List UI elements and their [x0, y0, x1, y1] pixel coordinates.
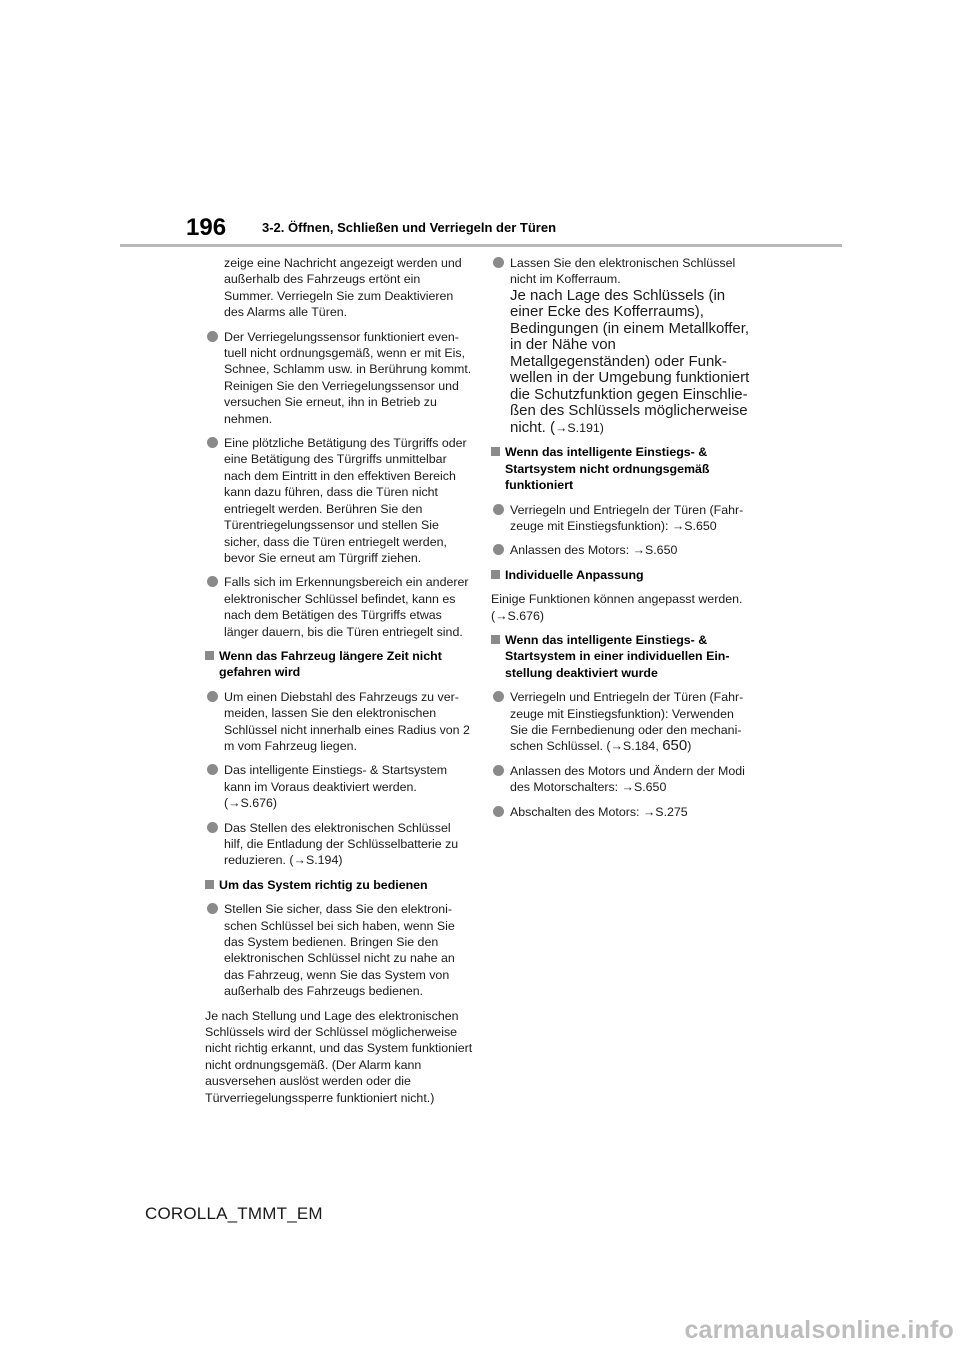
bullet-dot-icon [493, 504, 504, 515]
subsection-heading [491, 632, 755, 681]
bullet-item [491, 763, 755, 796]
bullet-text-tail: ) [687, 739, 692, 754]
item-text: Um einen Diebstahl des Fahrzeugs zu vermeiden, lassen Sie den elektronischen Schlüssel nicht innerhalb eines Radius von 2 m vom Fahrzeug liegen. [224, 689, 470, 753]
bullet-item [205, 901, 473, 999]
page-reference: 650 [662, 737, 688, 755]
bullet-item [205, 435, 473, 566]
item-text: zeige eine Nachricht angezeigt werden und außerhalb des Fahrzeugs ertönt ein Summer. Verriegeln Sie zum Deaktivieren des Alarms alle Türen. [224, 256, 462, 320]
item-text: Wenn das intelligente Einstiegs- & Startsystem nicht ordnungsgemäß funktioniert [505, 445, 710, 493]
right-items-tail [491, 763, 755, 820]
bullet-dot-icon [207, 576, 218, 587]
paragraph [491, 591, 755, 624]
section-title: 3-2. Öffnen, Schließen und Verriegeln der Türen [262, 220, 557, 235]
subsection-heading [205, 877, 473, 893]
item-text: Das Stellen des elektronischen Schlüssel hilf, die Entladung der Schlüsselbatterie zu reduzieren. (→S.194) [224, 820, 459, 868]
bullet-dot-icon [207, 437, 218, 448]
paragraph [205, 1008, 473, 1106]
bullet-item [205, 574, 473, 640]
bullet-dot-icon [493, 806, 504, 817]
item-text: Um das System richtig zu bedienen [219, 877, 428, 892]
subsection-heading [205, 648, 473, 681]
bullet-item-trunk-key [491, 255, 755, 436]
item-text: Stellen Sie sicher, dass Sie den elektronischen Schlüssel bei sich haben, wenn Sie das System bedienen. Bringen Sie den elektronischen Schlüssel nicht zu nahe an das Fahrzeug, wenn Sie das System von außerhalb des Fahrzeugs bedienen. [224, 902, 455, 999]
bullet-item-remote [491, 689, 755, 755]
item-text: Einige Funktionen können angepasst werden. (→S.676) [491, 592, 743, 623]
item-text: Verriegeln und Entriegeln der Türen (Fahrzeuge mit Einstiegsfunktion): →S.650 [510, 502, 744, 533]
item-text: Je nach Stellung und Lage des elektronischen Schlüssels wird der Schlüssel möglicherweise nicht richtig erkannt, und das System funktioniert nicht ordnungsgemäß. (Der Alarm kann ausversehen auslöst werden oder die Türverriegelungssperre funktioniert nicht.) [205, 1008, 473, 1105]
heading-square-icon [205, 651, 214, 660]
heading-square-icon [205, 880, 214, 889]
right-items [491, 444, 755, 681]
bullet-item [205, 329, 473, 427]
header-divider [120, 244, 842, 247]
item-text: Anlassen des Motors und Ändern der Modi des Motorschalters: →S.650 [510, 763, 745, 795]
subsection-heading [491, 444, 755, 493]
bullet-dot-icon [207, 822, 218, 833]
bullet-item [205, 820, 473, 869]
heading-square-icon [491, 635, 500, 644]
bullet-item [205, 689, 473, 755]
item-text: Eine plötzliche Betätigung des Türgriffs oder eine Betätigung des Türgriffs unmittelbar nach dem Eintritt in den effektiven Bereich kann dazu führen, dass die Türen nicht entriegelt werden. Berühren Sie den Türentriegelungssensor und stellen Sie sicher, dass die Türen entriegelt werden, bevor Sie erneut am Türgriff ziehen. [224, 436, 467, 565]
document-code: COROLLA_TMMT_EM [145, 1204, 323, 1223]
bullet-item [491, 804, 755, 820]
page-reference: →S.191) [555, 420, 604, 435]
heading-square-icon [491, 447, 500, 456]
page-number: 196 [186, 214, 227, 241]
subsection-heading [491, 567, 755, 583]
watermark: carmanualsonline.info [684, 1316, 954, 1344]
bullet-text: Lassen Sie den elektronischen Schlüssel nicht im Kofferraum. [510, 256, 736, 287]
bullet-dot-icon [493, 544, 504, 555]
bullet-emphasis-text: Je nach Lage des Schlüssels (in einer Ecke des Kofferraums), Bedingungen (in einem Metallkoffer, in der Nähe von Metallgegenständen) oder Funkwellen in der Umgebung funktioniert die Schutzfunktion gegen Einschließen des Schlüssels möglicherweise nicht. ( [510, 286, 750, 436]
bullet-dot-icon [493, 691, 504, 702]
item-text: Abschalten des Motors: →S.275 [510, 804, 688, 819]
bullet-text: Verriegeln und Entriegeln der Türen (Fahrzeuge mit Einstiegsfunktion): Verwenden Sie die Fernbedienung oder den mechanischen Schlüssel. (→S.184, [510, 690, 744, 754]
left-column [205, 255, 473, 1114]
bullet-dot-icon [493, 257, 504, 268]
bullet-item [491, 542, 755, 558]
item-text: Wenn das intelligente Einstiegs- & Startsystem in einer individuellen Einstellung deaktiviert wurde [505, 632, 730, 680]
bullet-item [491, 502, 755, 535]
bullet-dot-icon [207, 691, 218, 702]
item-text: Wenn das Fahrzeug längere Zeit nicht gefahren wird [219, 648, 442, 680]
continued-paragraph [205, 255, 473, 321]
right-column [491, 255, 755, 828]
item-text: Anlassen des Motors: →S.650 [510, 543, 678, 558]
bullet-dot-icon [493, 765, 504, 776]
item-text: Individuelle Anpassung [505, 567, 644, 582]
item-text: Der Verriegelungssensor funktioniert eventuell nicht ordnungsgemäß, wenn er mit Eis, Schnee, Schlamm usw. in Berührung kommt. Reinigen Sie den Verriegelungssensor und versuchen Sie erneut, ihn in Betrieb zu nehmen. [224, 329, 472, 426]
bullet-dot-icon [207, 903, 218, 914]
bullet-item [205, 762, 473, 811]
bullet-dot-icon [207, 764, 218, 775]
heading-square-icon [491, 570, 500, 579]
item-text: Das intelligente Einstiegs- & Startsystem kann im Voraus deaktiviert werden. (→S.676) [224, 763, 448, 811]
item-text: Falls sich im Erkennungsbereich ein anderer elektronischer Schlüssel befindet, kann es nach dem Betätigen des Türgriffs etwas länger dauern, bis die Türen entriegelt sind. [224, 575, 469, 639]
bullet-dot-icon [207, 331, 218, 342]
